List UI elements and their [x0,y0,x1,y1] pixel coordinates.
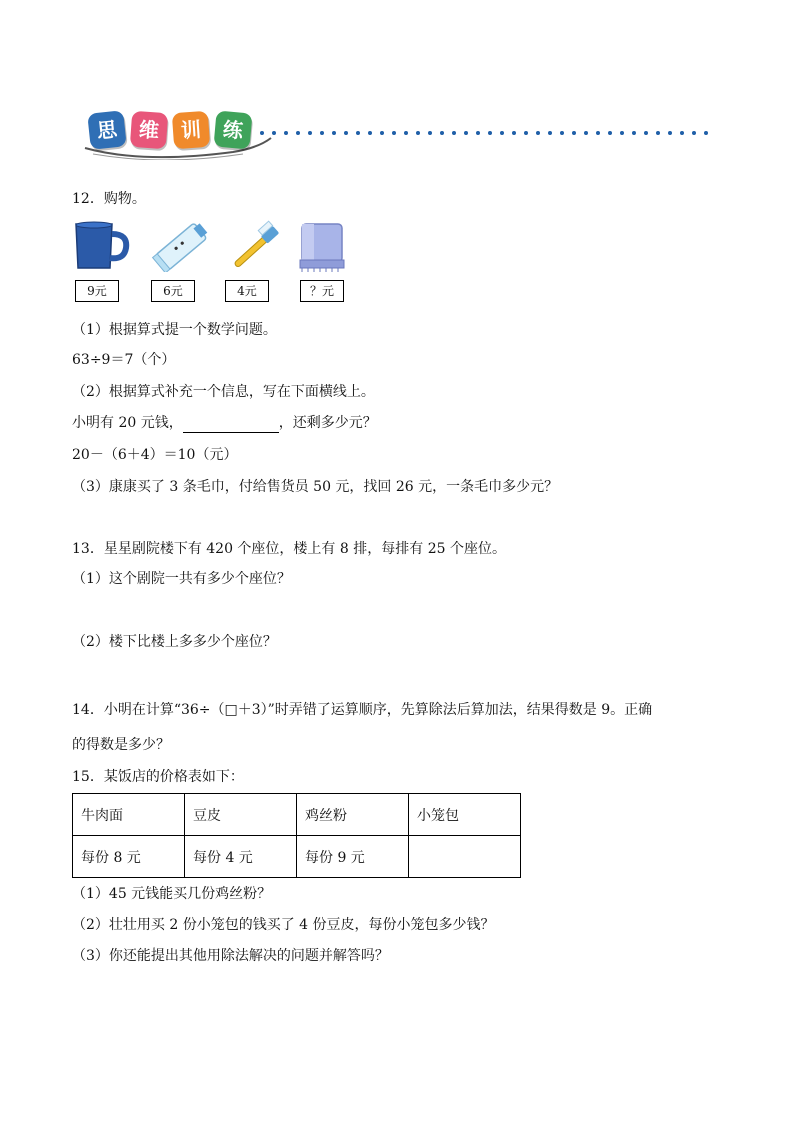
table-row [73,836,521,878]
price-tag-towel: ？元 [300,280,344,302]
table-header-row [73,794,521,836]
answer-blank[interactable] [183,418,279,433]
q15-title: 15．某饭店的价格表如下： [72,769,244,785]
q15-part3: （3）你还能提出其他用除法解决的问题并解答吗？ [72,948,389,964]
table-cell [409,836,521,878]
table-cell: 每份 8 元 [73,836,185,878]
banner-char-3: 训 [172,111,210,149]
q12-part1-equation: 63÷9＝7（个） [72,352,176,368]
table-cell: 每份 9 元 [297,836,409,878]
q13-part1: （1）这个剧院一共有多少个座位？ [72,571,291,587]
q15-part2: （2）壮壮用买 2 份小笼包的钱买了 4 份豆皮，每份小笼包多少钱？ [72,917,495,933]
toothbrush-icon [228,220,284,272]
table-cell: 牛肉面 [73,794,185,836]
price-tag-mug: 9元 [75,280,119,302]
q13-part2: （2）楼下比楼上多多少个座位？ [72,634,277,650]
table-cell: 每份 4 元 [185,836,297,878]
q12-part1: （1）根据算式提一个数学问题。 [72,322,277,338]
q14-line1: 14．小明在计算“36÷（□＋3）”时弄错了运算顺序，先算除法后算加法，结果得数是 9。正确 [72,702,653,718]
banner-char-1: 思 [87,110,127,150]
price-tag-toothpaste: 6元 [151,280,195,302]
price-tag-toothbrush: 4元 [225,280,269,302]
q15-part1: （1）45 元钱能买几份鸡丝粉？ [72,886,272,902]
q14-line2: 的得数是多少？ [72,737,170,753]
q12-part2-sentence [72,413,377,433]
q12-part2: （2）根据算式补充一个信息，写在下面横线上。 [72,384,375,400]
towel-icon [298,220,348,274]
q12-part2-after: ，还剩多少元？ [278,415,377,431]
table-cell: 豆皮 [185,794,297,836]
banner-char-4: 练 [213,110,252,149]
dotted-divider [258,128,718,138]
q12-title: 12．购物。 [72,191,146,207]
q12-part2-equation: 20－（6＋4）＝10（元） [72,447,238,463]
table-cell: 小笼包 [409,794,521,836]
banner-char-2: 维 [130,111,168,149]
price-table [72,793,521,878]
q12-part3: （3）康康买了 3 条毛巾，付给售货员 50 元，找回 26 元，一条毛巾多少元？ [72,479,559,495]
section-banner [83,108,273,160]
q12-part2-before: 小明有 20 元钱， [72,415,183,431]
q13-title: 13．星星剧院楼下有 420 个座位，楼上有 8 排，每排有 25 个座位。 [72,541,506,557]
toothpaste-icon [150,220,214,272]
table-cell: 鸡丝粉 [297,794,409,836]
mug-icon [72,220,132,272]
